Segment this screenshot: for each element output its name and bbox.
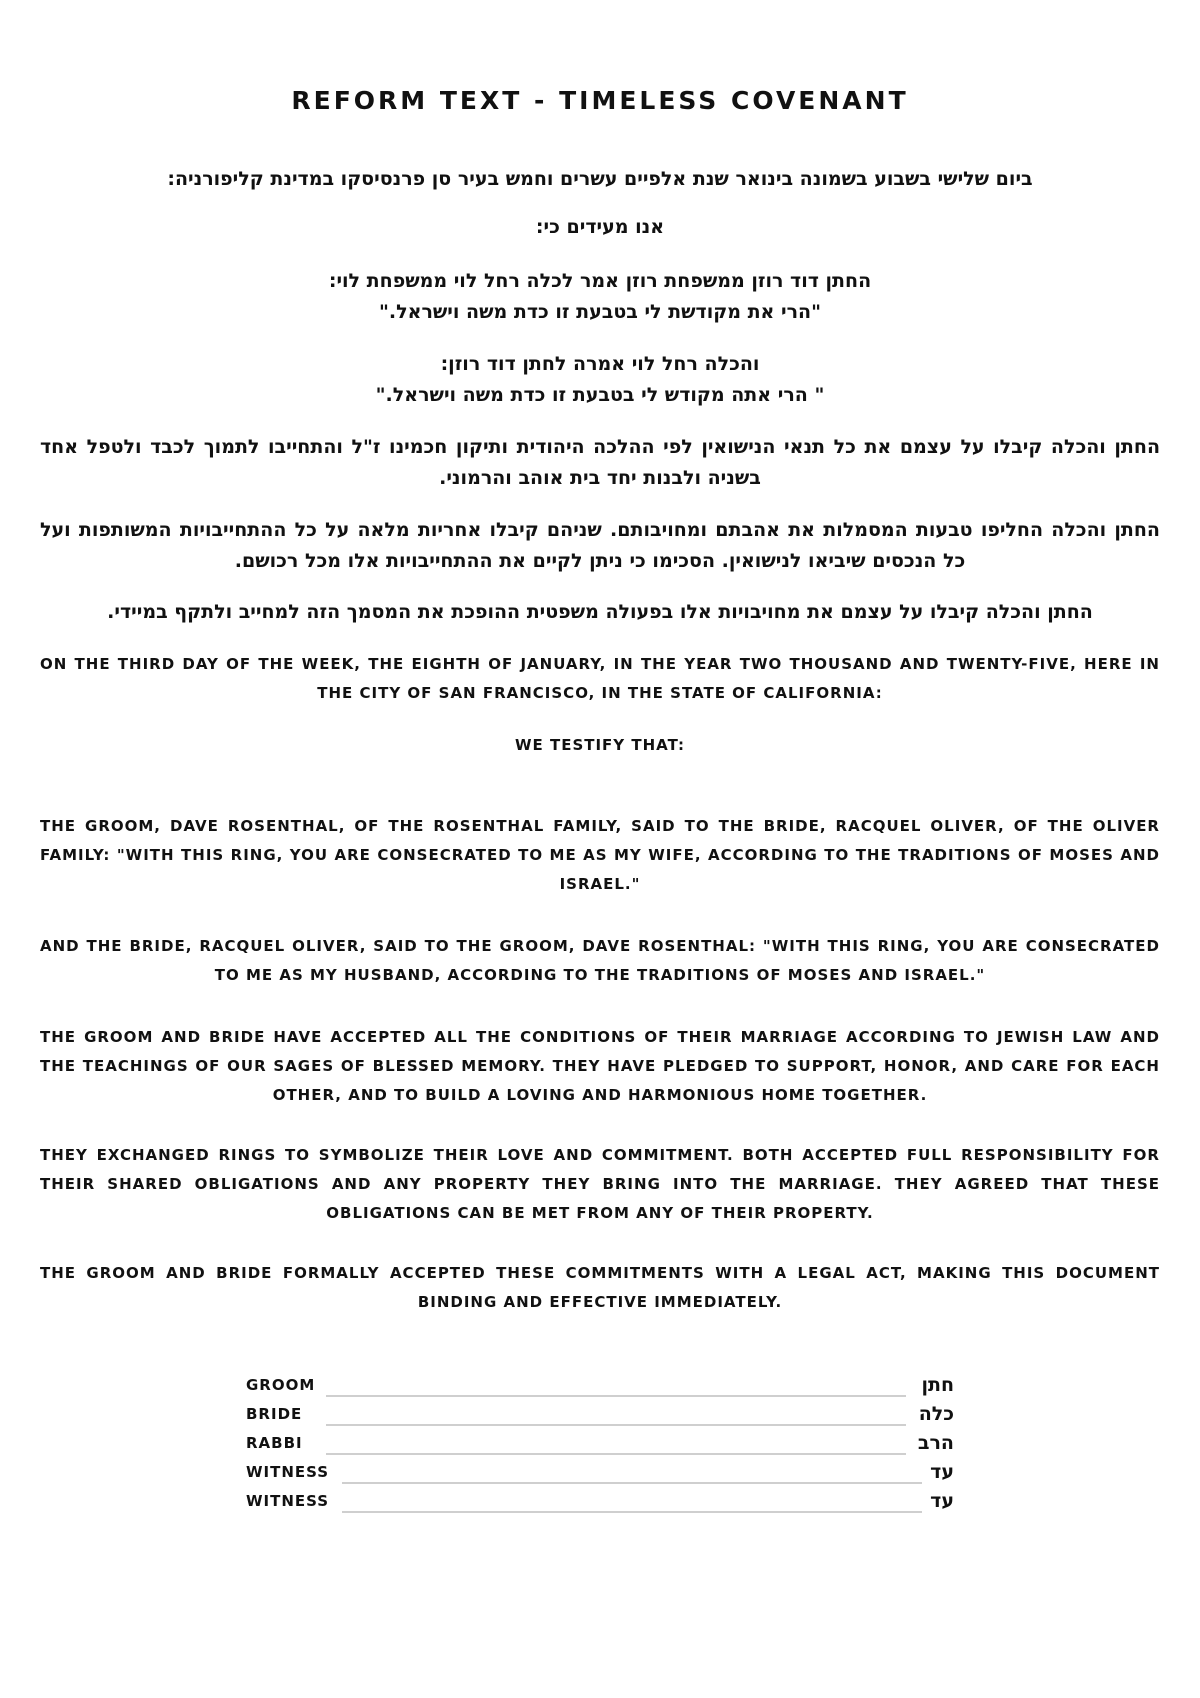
hebrew-conditions: החתן והכלה קיבלו על עצמם את כל תנאי הנישואין לפי ההלכה היהודית ותיקון חכמינו ז"ל והתחייבו לתמוך לכבד ולטפל אחד בשניה ולבנות יחד בית אוהב והרמוני. <box>40 436 1160 489</box>
signature-row-rabbi <box>246 1432 954 1460</box>
hebrew-testify: אנו מעידים כי: <box>535 216 665 238</box>
hebrew-bride-block <box>40 349 1160 411</box>
signature-label-en: BRIDE <box>246 1405 303 1423</box>
english-date-line: ON THE THIRD DAY OF THE WEEK, THE EIGHTH OF JANUARY, IN THE YEAR TWO THOUSAND AND TWENTY-FIVE, HERE IN THE CITY OF SAN FRANCISCO, IN THE STATE OF CALIFORNIA: <box>40 655 1160 702</box>
hebrew-groom-said: החתן דוד רוזן ממשפחת רוזן אמר לכלה רחל לוי ממשפחת לוי: <box>328 270 872 292</box>
hebrew-date-line: ביום שלישי בשבוע בשמונה בינואר שנת אלפיים עשרים וחמש בעיר סן פרנסיסקו במדינת קליפורניה: <box>167 168 1033 190</box>
signature-line[interactable] <box>326 1424 906 1426</box>
english-bride-said: AND THE BRIDE, RACQUEL OLIVER, SAID TO THE GROOM, DAVE ROSENTHAL: "WITH THIS RING, YOU ARE CONSECRATED TO ME AS MY HUSBAND, ACCORDING TO THE TRADITIONS OF MOSES AND ISRAEL." <box>40 937 1160 984</box>
hebrew-bride-quote: " הרי אתה מקודש לי בטבעת זו כדת משה וישראל." <box>375 384 825 406</box>
signature-line[interactable] <box>326 1453 906 1455</box>
signature-row-witness-2 <box>246 1490 954 1518</box>
hebrew-groom-block <box>40 266 1160 328</box>
signature-label-he: עד <box>930 1490 954 1512</box>
signature-label-en: RABBI <box>246 1434 303 1452</box>
signature-row-groom <box>246 1374 954 1402</box>
signature-line[interactable] <box>326 1395 906 1397</box>
signature-label-he: עד <box>930 1461 954 1483</box>
signature-label-en: WITNESS <box>246 1463 330 1481</box>
signature-label-he: הרב <box>917 1432 954 1454</box>
english-legal: THE GROOM AND BRIDE FORMALLY ACCEPTED THESE COMMITMENTS WITH A LEGAL ACT, MAKING THIS DOCUMENT BINDING AND EFFECTIVE IMMEDIATELY. <box>40 1264 1160 1311</box>
hebrew-groom-quote: "הרי את מקודשת לי בטבעת זו כדת משה וישראל." <box>379 301 821 323</box>
signature-row-bride <box>246 1403 954 1431</box>
document-title: REFORM TEXT - TIMELESS COVENANT <box>291 86 909 115</box>
signature-label-he: כלה <box>918 1403 954 1425</box>
signature-line[interactable] <box>342 1482 922 1484</box>
english-testify: WE TESTIFY THAT: <box>514 736 686 754</box>
signature-label-he: חתן <box>921 1374 954 1396</box>
hebrew-rings: החתן והכלה החליפו טבעות המסמלות את אהבתם ומחויבותם. שניהם קיבלו אחריות מלאה על כל ההתחייבויות המשותפות ועל כל הנכסים שיביאו לנישואין. הסכימו כי ניתן לקיים את ההתחייבויות אלו מכל רכושם. <box>40 519 1160 572</box>
english-conditions: THE GROOM AND BRIDE HAVE ACCEPTED ALL THE CONDITIONS OF THEIR MARRIAGE ACCORDING TO JEWISH LAW AND THE TEACHINGS OF OUR SAGES OF BLESSED MEMORY. THEY HAVE PLEDGED TO SUPPORT, HONOR, AND CARE FOR EACH OTHER, AND TO BUILD A LOVING AND HARMONIOUS HOME TOGETHER. <box>40 1028 1160 1104</box>
english-rings: THEY EXCHANGED RINGS TO SYMBOLIZE THEIR LOVE AND COMMITMENT. BOTH ACCEPTED FULL RESPONSIBILITY FOR THEIR SHARED OBLIGATIONS AND ANY PROPERTY THEY BRING INTO THE MARRIAGE. THEY AGREED THAT THESE OBLIGATIONS CAN BE MET FROM ANY OF THEIR PROPERTY. <box>40 1146 1160 1222</box>
signature-row-witness-1 <box>246 1461 954 1489</box>
hebrew-legal: החתן והכלה קיבלו על עצמם את מחויבויות אלו בפעולה משפטית ההופכת את המסמך הזה למחייב ולתקף במיידי. <box>107 601 1093 623</box>
signature-label-en: GROOM <box>246 1376 316 1394</box>
signature-label-en: WITNESS <box>246 1492 330 1510</box>
english-groom-said: THE GROOM, DAVE ROSENTHAL, OF THE ROSENTHAL FAMILY, SAID TO THE BRIDE, RACQUEL OLIVER, OF THE OLIVER FAMILY: "WITH THIS RING, YOU ARE CONSECRATED TO ME AS MY WIFE, ACCORDING TO THE TRADITIONS OF MOSES AND ISRAEL." <box>40 817 1160 893</box>
signature-line[interactable] <box>342 1511 922 1513</box>
hebrew-bride-said: והכלה רחל לוי אמרה לחתן דוד רוזן: <box>440 353 760 375</box>
